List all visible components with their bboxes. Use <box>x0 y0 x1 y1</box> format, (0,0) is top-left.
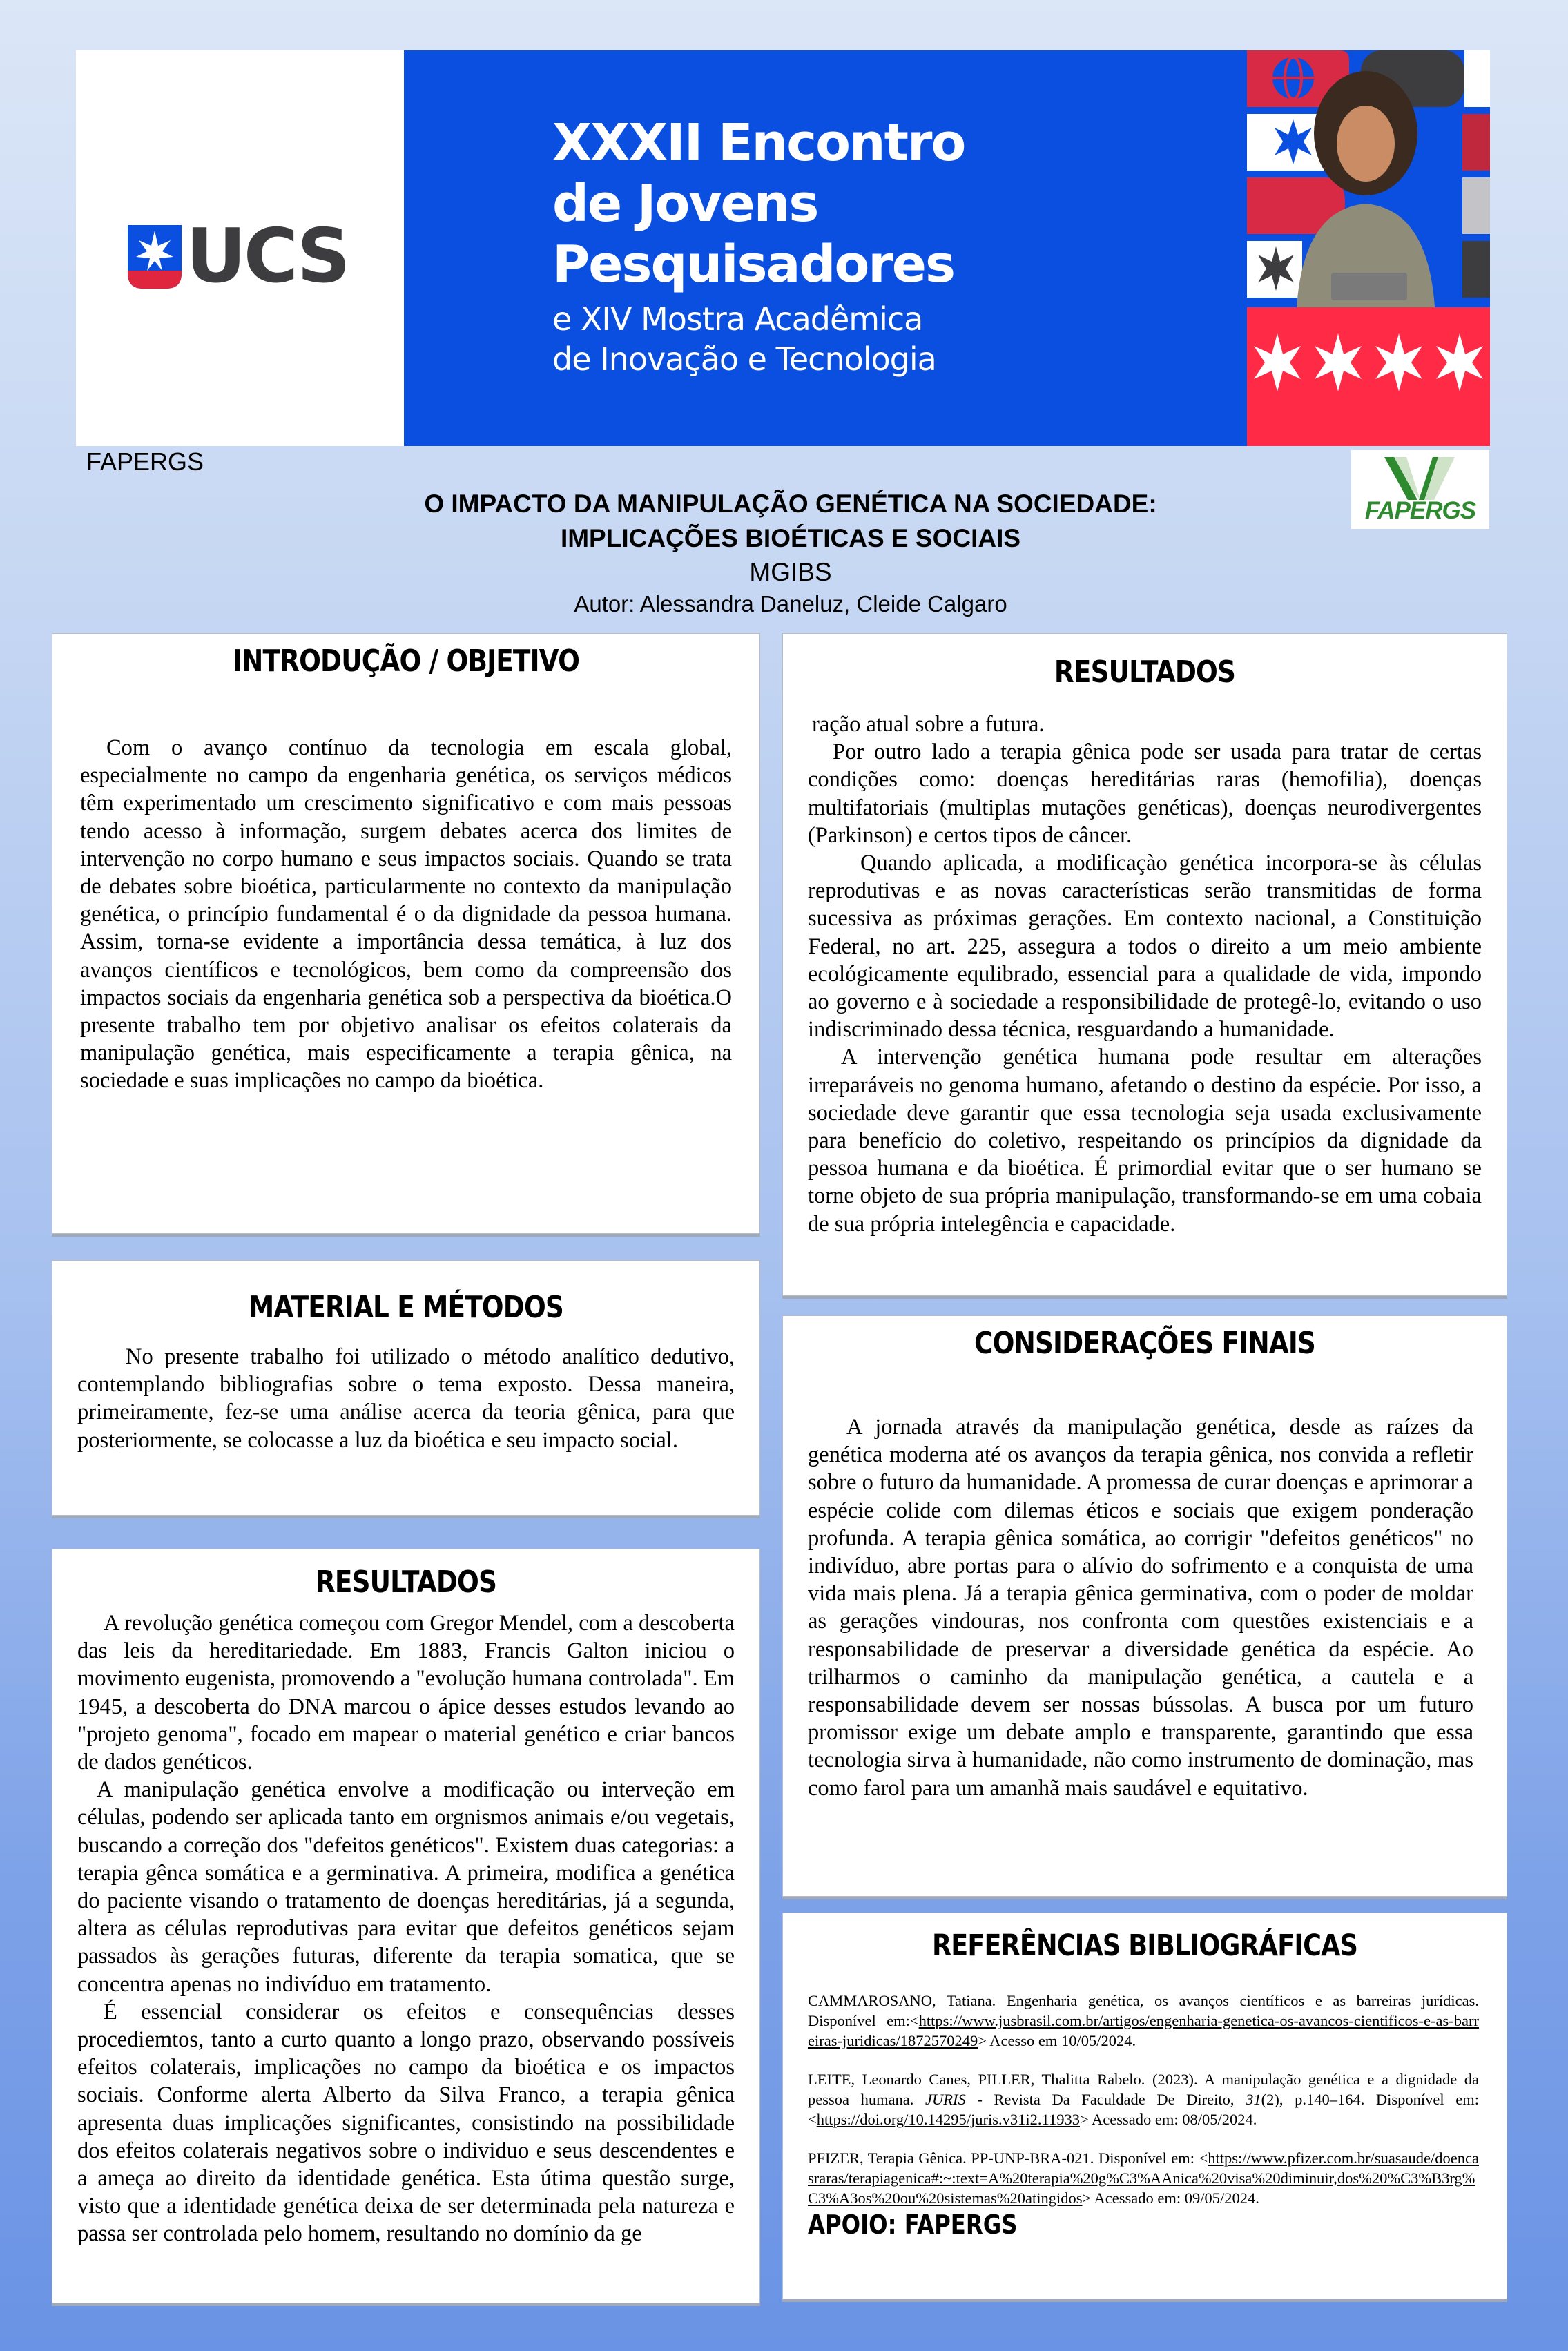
reference-text: (2), p.140–164. Disponível em: < <box>808 2091 1479 2128</box>
reference-journal: JURIS <box>925 2091 966 2108</box>
banner-illustration <box>1235 50 1490 446</box>
section-paragraph: A manipulação genética envolve a modificação ou interveção em células, podendo ser aplicada tanto em orgnismos animais e/ou vegetais, buscando a correção dos "defeitos genéticos". Existem duas categorias: a terapia gênca somática e a germinativa. A primeira, modifica a genética do paciente visando o tratamento de doenças hereditárias, já a segunda, altera as células reprodutivas para evitar que defeitos genéticos sejam passados às gerações futuras, diferente da terapia somatica, que se concentra apenas no indivíduo em tratamento. <box>77 1777 735 1997</box>
event-banner <box>76 50 1490 446</box>
section-paragraph: A jornada através da manipulação genética, desde as raízes da genética moderna até os avanços da terapia gênica, nos convida a refletir sobre o futuro da humanidade. A promessa de curar doenças e aprimorar a espécie colide com dilemas éticos e sociais que exigem ponderação profunda. A terapia gênica somática, ao corrigir "defeitos genéticos" no indivíduo, abre portas para o alívio do sofrimento e a conquista de uma vida mais plena. Já a terapia gênica germinativa, com o poder de moldar as gerações vindouras, nos confronta com questões existenciais e a responsabilidade de preservar a diversidade genética da espécie. Ao trilharmos o caminho da manipulação genética, a cautela e a responsabilidade devem ser nossas bússolas. A busca por um futuro promissor exige um debate amplo e transparente, garantindo que essa tecnologia sirva à humanidade, não como instrumento de dominação, mas como farol para um amanhã mais saudável e equitativo. <box>808 1415 1473 1801</box>
poster-acronym: MGIBS <box>749 558 832 586</box>
reference-text: > Acessado em: 09/05/2024. <box>1082 2189 1259 2207</box>
reference-text: PFIZER, Terapia Gênica. PP-UNP-BRA-021. Disponível em: < <box>808 2149 1208 2167</box>
support-label: APOIO: FAPERGS <box>808 2209 1018 2240</box>
tablet-icon <box>1331 273 1407 300</box>
event-subtitle-line: e XIV Mostra Acadêmica <box>552 300 923 338</box>
event-title-line: de Jovens <box>552 174 818 233</box>
ucs-shield-icon <box>128 225 182 289</box>
ucs-logo <box>128 213 348 300</box>
poster-title-line: IMPLICAÇÕES BIOÉTICAS E SOCIAIS <box>560 524 1021 552</box>
poster-title-block <box>207 487 1374 619</box>
reference-link[interactable]: https://www.pfizer.com.br/suasaude/doencasraras/terapiagenica#:~:text=A%20terapia%20g%C3%AAnica%20visa%20diminuir,dos%20%C3%B3rg%C3%A3os%20ou%20sistemas%20atingidos <box>808 2149 1479 2207</box>
section-heading: RESULTADOS <box>315 1565 497 1600</box>
section-paragraph: A intervenção genética humana pode resultar em alterações irreparáveis no genoma humano, afetando o destino da espécie. Por isso, a sociedade deve garantir que essa tecnologia seja usada exclusivamente para benefício do coletivo, respeitando os princípios da dignidade da pessoa humana e da bioética. É primordial evitar que o ser humano se torne objeto de sua própria manipulação, transformando-se em uma cobaia de sua própria intelegência e capacidade. <box>808 1045 1482 1237</box>
section-continuation: ração atual sobre a futura. <box>812 712 1045 737</box>
section-heading: MATERIAL E MÉTODOS <box>249 1290 563 1325</box>
reference-item <box>808 2069 1479 2129</box>
fapergs-logo <box>1351 450 1489 529</box>
section-paragraph: Com o avanço contínuo da tecnologia em escala global, especialmente no campo da engenharia genética, os serviços médicos têm experimentado um crescimento significativo e com mais pessoas tendo acesso à informação, surgem debates acerca dos limites de intervenção no corpo humano e seus impactos sociais. Quando se trata de debates sobre bioética, particularmente no contexto da manipulação genética, o princípio fundamental é o da dignidade da pessoa humana. Assim, torna-se evidente a importância dessa temática, à luz dos avanços científicos e tecnológicos, bem como da compreensão dos impactos sociais da engenharia genética sob a perspectiva da bioética.O presente trabalho tem por objetivo analisar os efeitos colaterais da manipulação genética, mais especificamente a terapia gênica, na sociedade e suas implicações no campo da bioética. <box>80 735 732 1094</box>
reference-link[interactable]: https://www.jusbrasil.com.br/artigos/engenharia-genetica-os-avancos-cientificos-e-as-barreiras-juridicas/1872570249 <box>808 2012 1479 2049</box>
section-heading: RESULTADOS <box>1054 655 1236 690</box>
banner-logo-panel <box>76 50 404 446</box>
reference-text: LEITE, Leonardo Canes, PILLER, Thalitta Rabelo. (2023). A manipulação genética e a dignidade da pessoa humana. <box>808 2071 1479 2108</box>
fapergs-logo-text: FAPERGS <box>1364 497 1476 524</box>
section-results-part1 <box>52 1549 760 2303</box>
event-title-line: Pesquisadores <box>552 235 955 294</box>
event-title <box>552 113 965 295</box>
event-subtitle <box>552 299 936 379</box>
section-paragraph: Quando aplicada, a modificaçào genética incorpora-se às células reprodutivas e as novas características serão transmitidas de forma sucessiva as próximas gerações. Em contexto nacional, a Constituição Federal, no art. 225, assegura a todos o direito a um meio ambiente ecológicamente equlibrado, essencial para a qualidade de vida, impondo ao governo e à sociedade a responsibilidade de protegê-lo, evitando o uso indiscriminado dessa técnica, resguardando a humanidade. <box>808 851 1482 1043</box>
person-face <box>1337 106 1395 182</box>
section-paragraph: A revolução genética começou com Gregor Mendel, com a descoberta das leis da hereditariedade. Em 1883, Francis Galton iniciou o movimento eugenista, promovendo a "evolução humana controlada". Em 1945, a descoberta do DNA marcou o ápice desses estudos levando ao "projeto genoma", focado em mapear o material genético e criar bancos de dados genéticos. <box>77 1611 735 1775</box>
reference-text: > Acessado em: 08/05/2024. <box>1079 2111 1257 2128</box>
poster-title-line: O IMPACTO DA MANIPULAÇÃO GENÉTICA NA SOCIEDADE: <box>424 490 1157 518</box>
sponsor-label: FAPERGS <box>86 447 204 476</box>
poster-authors: Autor: Alessandra Daneluz, Cleide Calgaro <box>574 591 1007 617</box>
banner-artwork <box>1235 50 1490 446</box>
section-paragraph: No presente trabalho foi utilizado o método analítico dedutivo, contemplando bibliografias sobre o tema exposto. Dessa maneira, primeiramente, fez-se uma análise acerca da teoria gênica, para que posteriormente, se colocasse a luz da bioética e seu impacto social. <box>77 1344 735 1453</box>
reference-text: > Acesso em 10/05/2024. <box>978 2032 1136 2049</box>
section-methods <box>52 1260 760 1516</box>
reference-volume: 31 <box>1246 2091 1261 2108</box>
section-paragraph: É essencial considerar os efeitos e consequências desses procediemtos, tanto a curto quanto a longo prazo, observando possíveis efeitos colaterais, implicações no campo da bioética e os impactos sociais. Conforme alerta Alberto da Silva Franco, a terapia gênica apresenta duas implicações significantes, consistindo na possibilidade dos efeitos colaterais negativos sobre o individuo e seus descendentes e a ameça ao direito da identidade genética. Esta útima questão surge, visto que a identidade genética deixa de ser determinada pela natureza e passa ser controlada pelo homem, resultando no domínio da ge <box>77 1999 735 2247</box>
event-subtitle-line: de Inovação e Tecnologia <box>552 340 936 378</box>
reference-link[interactable]: https://doi.org/10.14295/juris.v31i2.11933 <box>816 2111 1080 2128</box>
reference-item <box>808 2148 1479 2208</box>
section-heading: CONSIDERAÇÕES FINAIS <box>974 1326 1316 1361</box>
section-heading: INTRODUÇÃO / OBJETIVO <box>232 644 580 679</box>
section-conclusions <box>782 1315 1507 1897</box>
event-title-line: XXXII Encontro <box>552 113 965 173</box>
reference-item <box>808 1991 1479 2051</box>
reference-text: CAMMAROSANO, Tatiana. Engenharia genética, os avanços científicos e as barreiras jurídicas. Disponível em:< <box>808 1992 1479 2029</box>
section-references <box>782 1913 1507 2299</box>
section-paragraph: Por outro lado a terapia gênica pode ser usada para tratar de certas condições como: doenças hereditárias raras (hemofilia), doenças multifatoriais (multiplas mutações genéticas), doenças neurodivergentes (Parkinson) e certos tipos de câncer. <box>808 739 1482 848</box>
reference-text: - Revista Da Faculdade De Direito, <box>965 2091 1246 2108</box>
section-heading: REFERÊNCIAS BIBLIOGRÁFICAS <box>931 1928 1358 1963</box>
ucs-logo-text: UCS <box>186 213 348 300</box>
section-introduction <box>52 633 760 1234</box>
section-results-part2 <box>782 633 1507 1296</box>
